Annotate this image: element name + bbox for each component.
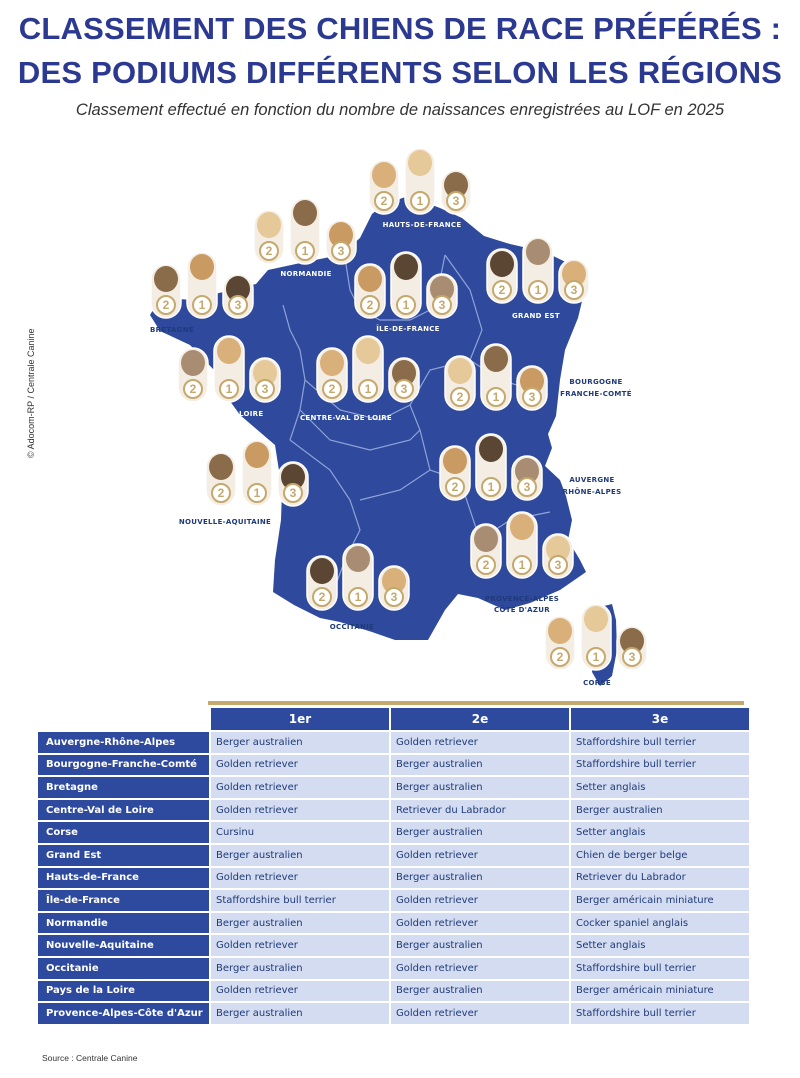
rank-number: 2 xyxy=(498,283,506,297)
rank-number: 1 xyxy=(592,650,600,664)
third-place-cell: Retriever du Labrador xyxy=(571,868,749,889)
region-label: BOURGOGNE xyxy=(569,378,623,386)
rank-number: 1 xyxy=(534,283,542,297)
third-place-cell: Staffordshire bull terrier xyxy=(571,958,749,979)
first-place-cell: Golden retriever xyxy=(211,777,389,798)
header-blank-cell xyxy=(38,708,209,730)
rank-number: 3 xyxy=(261,382,269,396)
dog-photo xyxy=(245,442,269,468)
header-third: 3e xyxy=(571,708,749,730)
second-place-cell: Golden retriever xyxy=(391,913,569,934)
third-place-cell: Setter anglais xyxy=(571,822,749,843)
dog-photo xyxy=(584,606,608,632)
ranking-table xyxy=(36,706,751,1026)
rank-number: 3 xyxy=(528,390,536,404)
third-place-cell: Setter anglais xyxy=(571,935,749,956)
table-row xyxy=(38,1003,749,1024)
region-label: CÔTE D'AZUR xyxy=(494,606,550,614)
region-cell: Centre-Val de Loire xyxy=(38,800,209,821)
second-place-cell: Berger australien xyxy=(391,755,569,776)
dog-photo xyxy=(293,200,317,226)
second-place-cell: Golden retriever xyxy=(391,958,569,979)
rank-number: 1 xyxy=(492,390,500,404)
region-cell: Provence-Alpes-Côte d'Azur xyxy=(38,1003,209,1024)
table-row xyxy=(38,732,749,753)
first-place-cell: Golden retriever xyxy=(211,868,389,889)
first-place-cell: Berger australien xyxy=(211,732,389,753)
region-cell: Corse xyxy=(38,822,209,843)
table-row xyxy=(38,890,749,911)
rank-number: 3 xyxy=(438,298,446,312)
dog-photo xyxy=(217,338,241,364)
rank-number: 1 xyxy=(416,194,424,208)
first-place-cell: Golden retriever xyxy=(211,800,389,821)
second-place-cell: Retriever du Labrador xyxy=(391,800,569,821)
region-cell: Grand Est xyxy=(38,845,209,866)
rank-number: 3 xyxy=(523,480,531,494)
rank-number: 2 xyxy=(265,244,273,258)
table-top-rule xyxy=(208,701,744,705)
region-label: OCCITANIE xyxy=(329,623,375,631)
table-row xyxy=(38,913,749,934)
region-cell: Nouvelle-Aquitaine xyxy=(38,935,209,956)
dog-photo xyxy=(154,266,178,292)
dog-photo xyxy=(474,526,498,552)
region-cell: Normandie xyxy=(38,913,209,934)
photo-credit: © Adocom-RP / Centrale Canine xyxy=(26,328,36,458)
source-note: Source : Centrale Canine xyxy=(42,1053,138,1063)
table-row xyxy=(38,935,749,956)
table-row xyxy=(38,755,749,776)
first-place-cell: Berger australien xyxy=(211,1003,389,1024)
second-place-cell: Golden retriever xyxy=(391,845,569,866)
france-map xyxy=(0,130,800,690)
first-place-cell: Cursinu xyxy=(211,822,389,843)
rank-number: 1 xyxy=(253,486,261,500)
rank-number: 2 xyxy=(456,390,464,404)
second-place-cell: Golden retriever xyxy=(391,1003,569,1024)
table-header-row xyxy=(38,708,749,730)
rank-number: 2 xyxy=(380,194,388,208)
third-place-cell: Berger australien xyxy=(571,800,749,821)
dog-photo xyxy=(190,254,214,280)
region-label: HAUTS-DE-FRANCE xyxy=(382,221,462,229)
rank-number: 1 xyxy=(225,382,233,396)
rank-number: 2 xyxy=(318,590,326,604)
page-title-line-1: CLASSEMENT DES CHIENS DE RACE PRÉFÉRÉS : xyxy=(18,11,782,46)
region-label: GRAND EST xyxy=(512,312,560,320)
first-place-cell: Golden retriever xyxy=(211,755,389,776)
dog-photo xyxy=(358,266,382,292)
region-label: RHÔNE-ALPES xyxy=(562,488,622,496)
dog-photo xyxy=(209,454,233,480)
rank-number: 3 xyxy=(452,194,460,208)
dog-photo xyxy=(479,436,503,462)
rank-number: 1 xyxy=(198,298,206,312)
dog-photo xyxy=(320,350,344,376)
dog-photo xyxy=(394,254,418,280)
rank-number: 1 xyxy=(354,590,362,604)
region-cell: Île-de-France xyxy=(38,890,209,911)
second-place-cell: Berger australien xyxy=(391,777,569,798)
page-title-line-2: DES PODIUMS DIFFÉRENTS SELON LES RÉGIONS xyxy=(17,55,783,90)
third-place-cell: Setter anglais xyxy=(571,777,749,798)
first-place-cell: Golden retriever xyxy=(211,935,389,956)
page-subtitle: Classement effectué en fonction du nombre de naissances enregistrées au LOF en 2025 xyxy=(75,101,725,119)
dog-photo xyxy=(257,212,281,238)
second-place-cell: Berger australien xyxy=(391,935,569,956)
region-cell: Occitanie xyxy=(38,958,209,979)
first-place-cell: Golden retriever xyxy=(211,981,389,1002)
rank-number: 2 xyxy=(328,382,336,396)
rank-number: 2 xyxy=(217,486,225,500)
rank-number: 1 xyxy=(364,382,372,396)
table-row xyxy=(38,777,749,798)
dog-photo xyxy=(548,618,572,644)
region-label: PAYS DE LA LOIRE xyxy=(188,410,264,418)
region-label: CORSE xyxy=(583,679,611,687)
rank-number: 3 xyxy=(289,486,297,500)
third-place-cell: Staffordshire bull terrier xyxy=(571,732,749,753)
rank-number: 3 xyxy=(628,650,636,664)
dog-photo xyxy=(346,546,370,572)
region-cell: Auvergne-Rhône-Alpes xyxy=(38,732,209,753)
dog-photo xyxy=(490,251,514,277)
dog-photo xyxy=(484,346,508,372)
rank-number: 3 xyxy=(554,558,562,572)
third-place-cell: Berger américain miniature xyxy=(571,890,749,911)
rank-number: 2 xyxy=(482,558,490,572)
second-place-cell: Berger australien xyxy=(391,981,569,1002)
dog-photo xyxy=(448,358,472,384)
rank-number: 2 xyxy=(189,382,197,396)
third-place-cell: Staffordshire bull terrier xyxy=(571,1003,749,1024)
second-place-cell: Golden retriever xyxy=(391,732,569,753)
dog-photo xyxy=(510,514,534,540)
dog-photo xyxy=(372,162,396,188)
dog-photo xyxy=(310,558,334,584)
header-first: 1er xyxy=(211,708,389,730)
region-label: FRANCHE-COMTÉ xyxy=(560,390,632,398)
table-row xyxy=(38,822,749,843)
region-label: ÎLE-DE-FRANCE xyxy=(376,325,440,333)
region-cell: Bretagne xyxy=(38,777,209,798)
region-cell: Hauts-de-France xyxy=(38,868,209,889)
region-label: PROVENCE-ALPES xyxy=(484,595,560,603)
rank-number: 1 xyxy=(487,480,495,494)
first-place-cell: Staffordshire bull terrier xyxy=(211,890,389,911)
region-label: CENTRE-VAL DE LOIRE xyxy=(299,414,393,422)
rank-number: 2 xyxy=(162,298,170,312)
rank-number: 3 xyxy=(390,590,398,604)
dog-photo xyxy=(356,338,380,364)
third-place-cell: Berger américain miniature xyxy=(571,981,749,1002)
region-label: AUVERGNE xyxy=(569,476,615,484)
rank-number: 3 xyxy=(570,283,578,297)
region-cell: Bourgogne-Franche-Comté xyxy=(38,755,209,776)
rank-number: 2 xyxy=(556,650,564,664)
region-cell: Pays de la Loire xyxy=(38,981,209,1002)
rank-number: 3 xyxy=(400,382,408,396)
dog-photo xyxy=(443,448,467,474)
table-row xyxy=(38,868,749,889)
table-row xyxy=(38,958,749,979)
dog-photo xyxy=(526,239,550,265)
second-place-cell: Berger australien xyxy=(391,868,569,889)
region-label: NOUVELLE-AQUITAINE xyxy=(178,518,272,526)
table-row xyxy=(38,981,749,1002)
first-place-cell: Berger australien xyxy=(211,845,389,866)
region-label: NORMANDIE xyxy=(280,270,332,278)
dog-photo xyxy=(408,150,432,176)
rank-number: 1 xyxy=(402,298,410,312)
third-place-cell: Staffordshire bull terrier xyxy=(571,755,749,776)
rank-number: 1 xyxy=(518,558,526,572)
second-place-cell: Golden retriever xyxy=(391,890,569,911)
first-place-cell: Berger australien xyxy=(211,913,389,934)
rank-number: 2 xyxy=(451,480,459,494)
header-second: 2e xyxy=(391,708,569,730)
rank-number: 3 xyxy=(234,298,242,312)
rank-number: 2 xyxy=(366,298,374,312)
dog-photo xyxy=(181,350,205,376)
second-place-cell: Berger australien xyxy=(391,822,569,843)
third-place-cell: Chien de berger belge xyxy=(571,845,749,866)
table-row xyxy=(38,800,749,821)
table-row xyxy=(38,845,749,866)
first-place-cell: Berger australien xyxy=(211,958,389,979)
rank-number: 3 xyxy=(337,244,345,258)
region-label: BRETAGNE xyxy=(150,326,194,334)
rank-number: 1 xyxy=(301,244,309,258)
third-place-cell: Cocker spaniel anglais xyxy=(571,913,749,934)
